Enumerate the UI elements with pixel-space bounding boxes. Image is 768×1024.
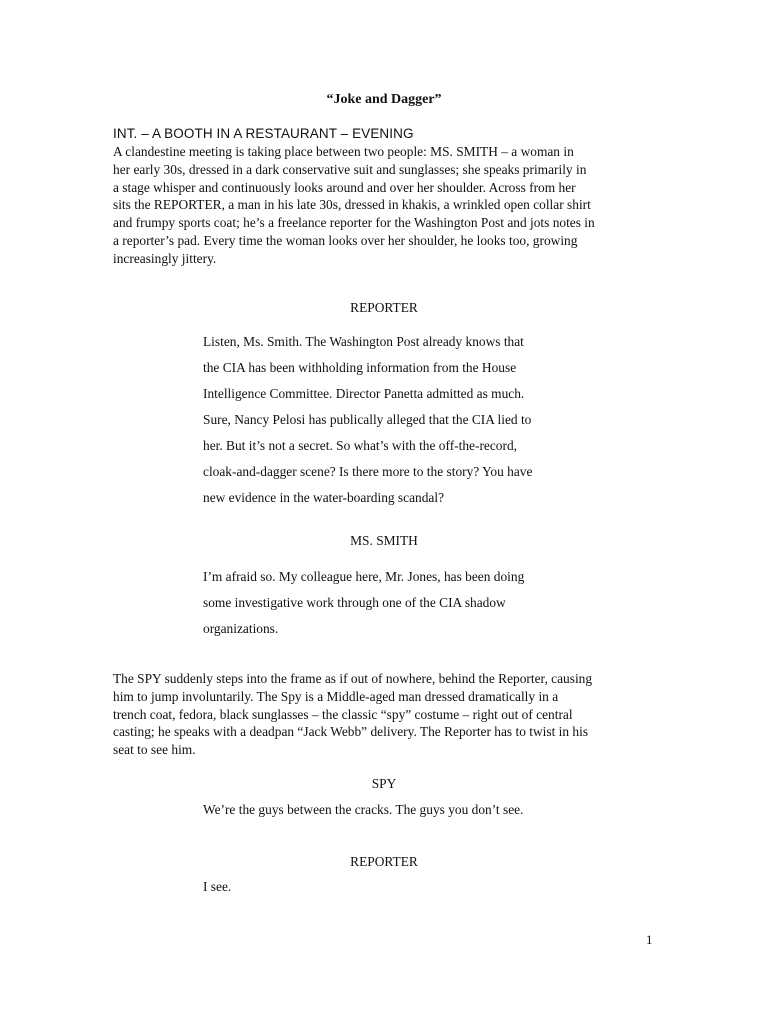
action-line: him to jump involuntarily. The Spy is a Middle-aged man dressed dramatically in a — [113, 688, 559, 704]
page-number: 1 — [646, 932, 653, 947]
action-paragraph-1 — [113, 143, 658, 268]
script-title: “Joke and Dagger” — [326, 92, 442, 107]
action-line: her early 30s, dressed in a dark conservative suit and sunglasses; she speaks primarily in — [113, 161, 587, 177]
action-line: The SPY suddenly steps into the frame as if out of nowhere, behind the Reporter, causing — [113, 671, 593, 686]
dialogue-block-4 — [203, 874, 583, 900]
action-line: casting; he speaks with a deadpan “Jack Webb” delivery. The Reporter has to twist in his — [113, 724, 589, 740]
dialogue-line: her. But it’s not a secret. So what’s with the off-the-record, — [203, 438, 517, 453]
dialogue-line: Sure, Nancy Pelosi has publically alleged that the CIA lied to — [203, 412, 532, 427]
action-line: a reporter’s pad. Every time the woman looks over her shoulder, he looks too, growing — [113, 232, 578, 248]
dialogue-line: cloak-and-dagger scene? Is there more to the story? You have — [203, 464, 533, 479]
dialogue-block-1 — [203, 329, 583, 511]
character-cue-reporter: REPORTER — [350, 300, 418, 315]
dialogue-line: I’m afraid so. My colleague here, Mr. Jones, has been doing — [203, 569, 525, 584]
dialogue-line: Intelligence Committee. Director Panetta admitted as much. — [203, 386, 525, 401]
dialogue-block-2 — [203, 564, 583, 642]
dialogue-line: new evidence in the water-boarding scandal? — [203, 490, 445, 505]
action-line: and frumpy sports coat; he’s a freelance reporter for the Washington Post and jots notes in — [113, 215, 595, 231]
scene-heading: INT. – A BOOTH IN A RESTAURANT – EVENING — [113, 126, 414, 141]
action-line: A clandestine meeting is taking place between two people: MS. SMITH – a woman in — [113, 144, 574, 159]
action-line: sits the REPORTER, a man in his late 30s, dressed in khakis, a wrinkled open collar shirt — [113, 197, 591, 213]
dialogue-block-3 — [203, 797, 583, 823]
character-cue-ms-smith: MS. SMITH — [350, 533, 418, 548]
action-line: a stage whisper and continuously looks around and over her shoulder. Across from her — [113, 179, 576, 195]
action-line: trench coat, fedora, black sunglasses – the classic “spy” costume – right out of central — [113, 706, 573, 722]
action-line: increasingly jittery. — [113, 250, 217, 266]
action-line: seat to see him. — [113, 742, 196, 758]
dialogue-line: We’re the guys between the cracks. The guys you don’t see. — [203, 802, 524, 817]
character-cue-spy: SPY — [371, 776, 397, 791]
dialogue-line: I see. — [203, 879, 232, 894]
dialogue-line: some investigative work through one of the CIA shadow — [203, 595, 506, 610]
action-paragraph-2 — [113, 670, 658, 759]
dialogue-line: Listen, Ms. Smith. The Washington Post already knows that — [203, 334, 524, 349]
character-cue-reporter-2: REPORTER — [350, 854, 418, 869]
dialogue-line: organizations. — [203, 621, 279, 636]
dialogue-line: the CIA has been withholding information from the House — [203, 360, 517, 375]
